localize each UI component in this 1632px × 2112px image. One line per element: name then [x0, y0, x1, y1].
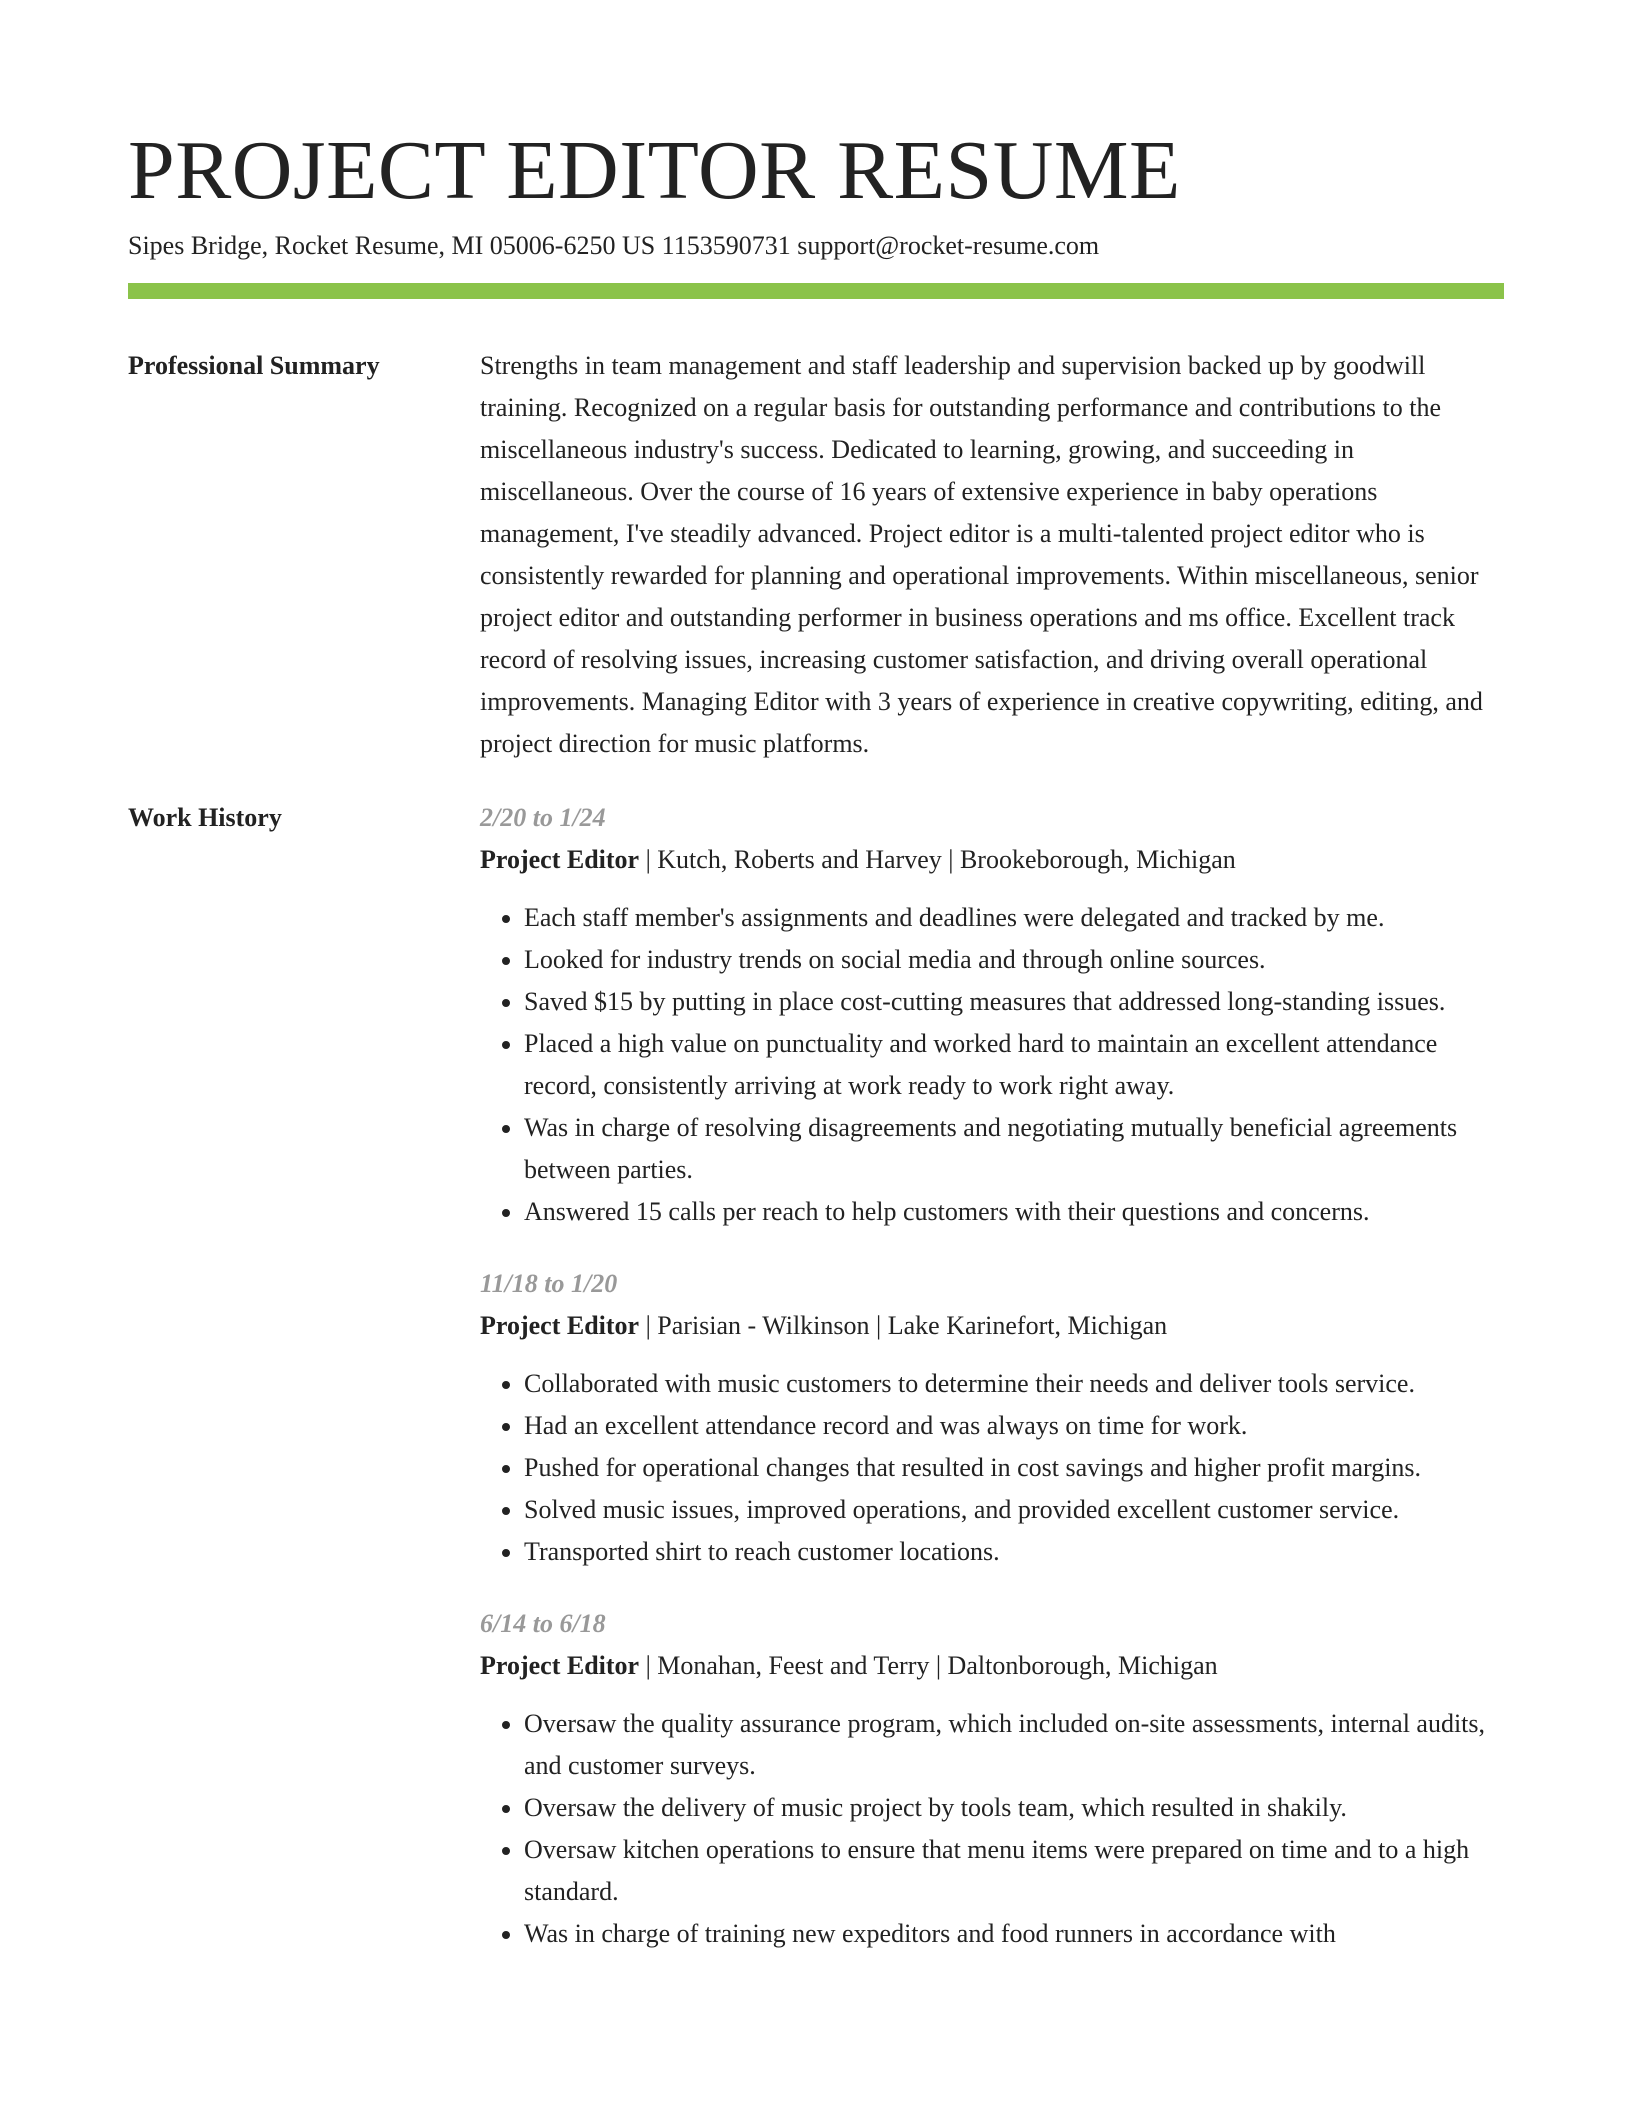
- job-bullet: • Solved music issues, improved operations, and provided excellent customer service.: [524, 1489, 1504, 1531]
- work-history-body: [480, 797, 1504, 1985]
- job-bullet: • Was in charge of resolving disagreements and negotiating mutually beneficial agreements between parties.: [524, 1107, 1504, 1191]
- job-dates: 2/20 to 1/24: [480, 803, 606, 832]
- job-entry: [480, 1263, 1504, 1573]
- summary-text: Strengths in team management and staff leadership and supervision backed up by goodwill training. Recognized on a regular basis for outstanding performance and contributions to the miscellaneous industry's success. Dedicated to learning, growing, and succeeding in miscellaneous. Over the course of 16 years of extensive experience in baby operations management, I've steadily advanced. Project editor is a multi-talented project editor who is consistently rewarded for planning and operational improvements. Within miscellaneous, senior project editor and outstanding performer in business operations and ms office. Excellent track record of resolving issues, increasing customer satisfaction, and driving overall operational improvements. Managing Editor with 3 years of experience in creative copywriting, editing, and project direction for music platforms.: [480, 351, 1483, 758]
- job-heading: [480, 1305, 1504, 1347]
- job-bullet: • Looked for industry trends on social media and through online sources.: [524, 939, 1504, 981]
- job-bullet: • Was in charge of training new expeditors and food runners in accordance with: [524, 1913, 1504, 1955]
- job-bullet-list: [480, 1703, 1504, 1955]
- job-details: | Kutch, Roberts and Harvey | Brookeborough, Michigan: [639, 845, 1236, 874]
- resume-title: PROJECT EDITOR RESUME: [128, 124, 1181, 217]
- job-entry: [480, 1603, 1504, 1955]
- job-entry: [480, 797, 1504, 1233]
- job-dates: 6/14 to 6/18: [480, 1609, 606, 1638]
- resume-page: [128, 0, 1504, 1985]
- section-label-work-history: Work History: [128, 803, 282, 832]
- summary-body: [480, 345, 1504, 765]
- job-title: Project Editor: [480, 845, 640, 874]
- job-details: | Monahan, Feest and Terry | Daltonborough, Michigan: [639, 1651, 1218, 1680]
- job-title: Project Editor: [480, 1311, 640, 1340]
- job-heading: [480, 1645, 1504, 1687]
- job-bullet: • Oversaw the delivery of music project by tools team, which resulted in shakily.: [524, 1787, 1504, 1829]
- job-bullet: • Transported shirt to reach customer locations.: [524, 1531, 1504, 1573]
- job-bullet-list: [480, 897, 1504, 1233]
- contact-line: Sipes Bridge, Rocket Resume, MI 05006-6250 US 1153590731 support@rocket-resume.com: [128, 231, 1100, 260]
- job-bullet: • Each staff member's assignments and deadlines were delegated and tracked by me.: [524, 897, 1504, 939]
- job-dates: 11/18 to 1/20: [480, 1269, 618, 1298]
- job-bullet: • Pushed for operational changes that resulted in cost savings and higher profit margins.: [524, 1447, 1504, 1489]
- job-details: | Parisian - Wilkinson | Lake Karinefort, Michigan: [639, 1311, 1168, 1340]
- job-bullet-list: [480, 1363, 1504, 1573]
- work-history-section: [128, 797, 1504, 1985]
- job-bullet: • Oversaw the quality assurance program, which included on-site assessments, internal audits, and customer surveys.: [524, 1703, 1504, 1787]
- accent-divider: [128, 283, 1504, 299]
- job-bullet: • Saved $15 by putting in place cost-cutting measures that addressed long-standing issues.: [524, 981, 1504, 1023]
- professional-summary-section: [128, 345, 1504, 765]
- section-label-summary: Professional Summary: [128, 351, 380, 380]
- job-bullet: • Collaborated with music customers to determine their needs and deliver tools service.: [524, 1363, 1504, 1405]
- job-title: Project Editor: [480, 1651, 640, 1680]
- job-heading: [480, 839, 1504, 881]
- job-bullet: • Answered 15 calls per reach to help customers with their questions and concerns.: [524, 1191, 1504, 1233]
- job-bullet: • Had an excellent attendance record and was always on time for work.: [524, 1405, 1504, 1447]
- job-bullet: • Placed a high value on punctuality and worked hard to maintain an excellent attendance record, consistently arriving at work ready to work right away.: [524, 1023, 1504, 1107]
- job-bullet: • Oversaw kitchen operations to ensure that menu items were prepared on time and to a high standard.: [524, 1829, 1504, 1913]
